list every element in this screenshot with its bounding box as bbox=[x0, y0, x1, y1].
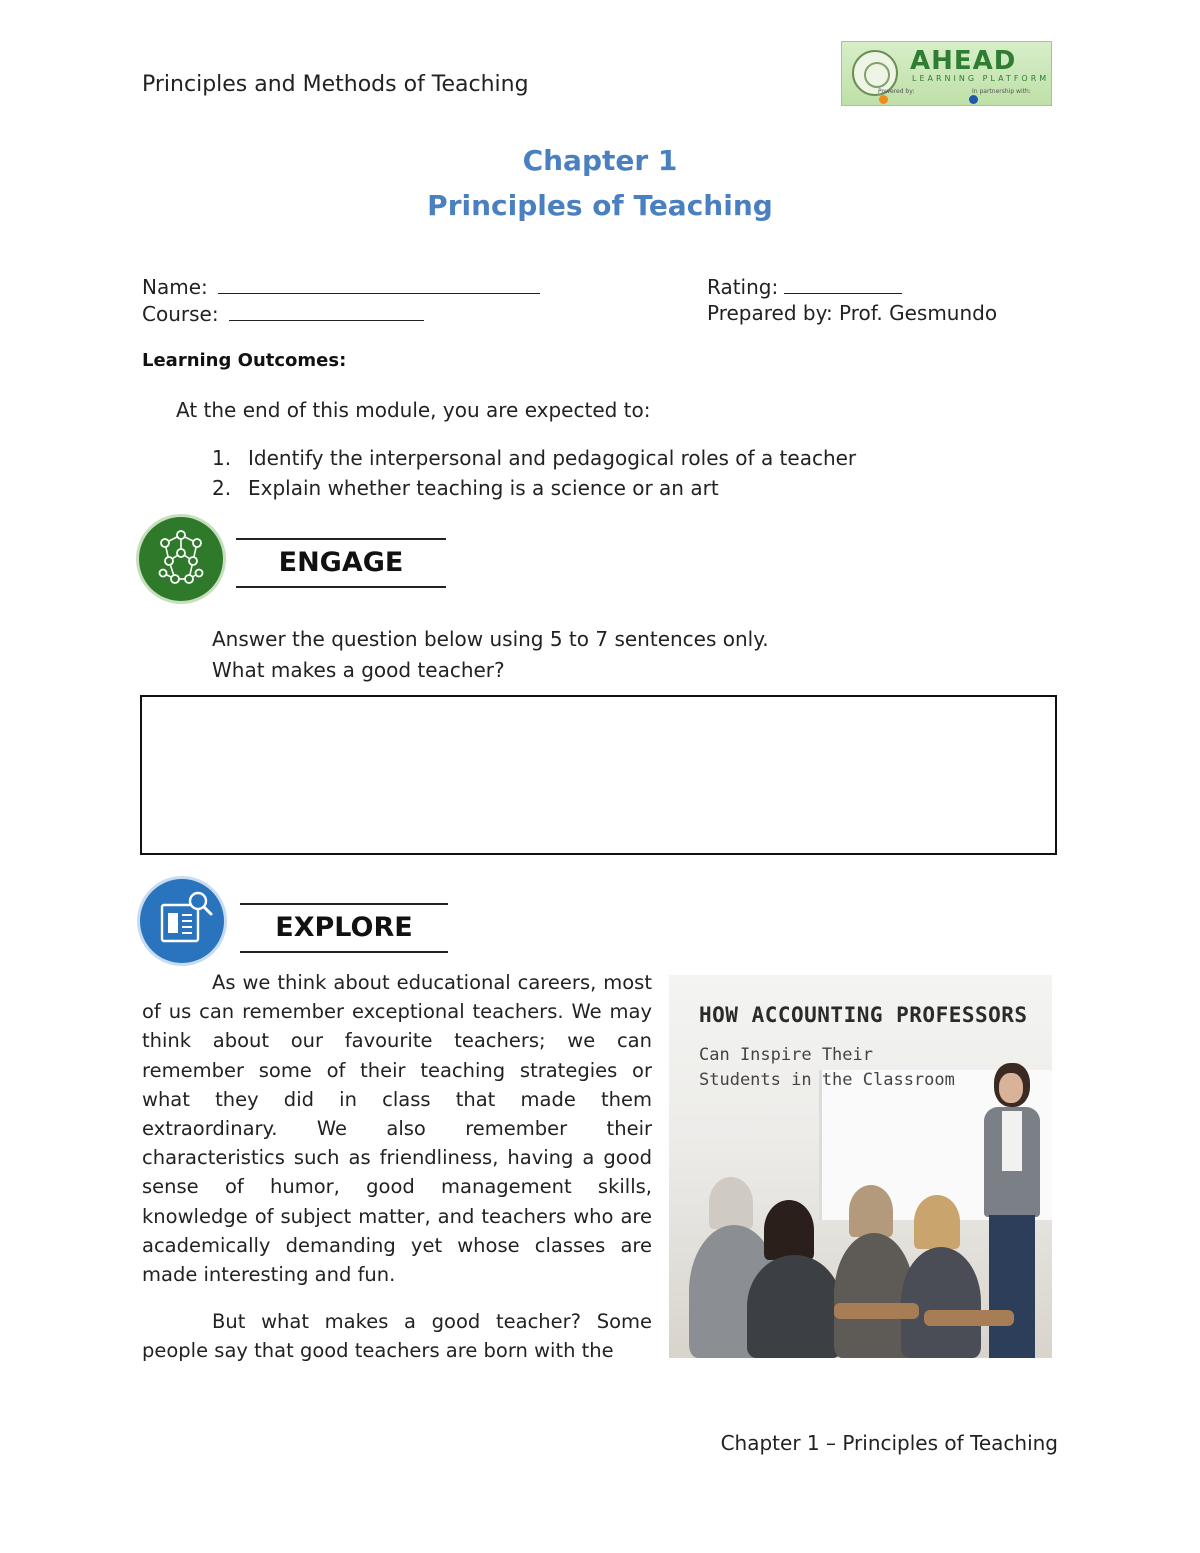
ahead-logo bbox=[841, 41, 1052, 106]
name-field bbox=[142, 274, 540, 299]
partner-logo-icon bbox=[969, 95, 978, 104]
presenter-legs bbox=[989, 1215, 1035, 1358]
logo-brand: AHEAD bbox=[910, 46, 1017, 76]
list-item-number: 1. bbox=[212, 446, 232, 470]
classroom-photo bbox=[669, 975, 1052, 1358]
list-item bbox=[212, 476, 856, 506]
list-item bbox=[212, 446, 856, 476]
learning-outcomes-label: Learning Outcomes: bbox=[142, 350, 347, 371]
course-field bbox=[142, 301, 424, 326]
name-label: Name: bbox=[142, 275, 208, 299]
engage-question: What makes a good teacher? bbox=[212, 658, 505, 682]
audience-head bbox=[849, 1185, 893, 1237]
answer-box[interactable] bbox=[140, 695, 1057, 855]
outcomes-list bbox=[212, 446, 856, 506]
document-search-icon bbox=[137, 876, 227, 966]
chair bbox=[924, 1310, 1014, 1326]
audience-head bbox=[914, 1195, 960, 1249]
course-label: Course: bbox=[142, 302, 219, 326]
explore-body bbox=[142, 968, 652, 1366]
rating-field bbox=[707, 274, 902, 299]
outcomes-intro: At the end of this module, you are expected to: bbox=[176, 398, 651, 422]
chapter-title: Principles of Teaching bbox=[427, 189, 773, 222]
audience-body bbox=[747, 1255, 842, 1358]
chair bbox=[834, 1303, 919, 1319]
explore-paragraph: As we think about educational careers, most of us can remember exceptional teachers. We may think about our favourite teachers; we can remember some of their teaching strategies or what they did in class that made them extraordinary. We also remember their characteristics such as friendliness, having a good sense of humor, good management skills, knowledge of subject matter, and teachers who are academically demanding yet whose classes are made interesting and fun. bbox=[142, 971, 652, 1287]
explore-heading: EXPLORE bbox=[240, 903, 448, 953]
photo-subtitle: Can Inspire Their Students in the Classroom bbox=[699, 1045, 955, 1090]
engage-heading: ENGAGE bbox=[236, 538, 446, 588]
logo-tagline: LEARNING PLATFORM bbox=[912, 74, 1050, 83]
photo-title: HOW ACCOUNTING PROFESSORS bbox=[699, 1003, 1028, 1027]
explore-paragraph: But what makes a good teacher? Some people say that good teachers are born with the bbox=[142, 1310, 652, 1363]
page-footer: Chapter 1 – Principles of Teaching bbox=[720, 1431, 1058, 1455]
presenter-face bbox=[999, 1073, 1023, 1103]
rating-label: Rating: bbox=[707, 275, 779, 299]
list-item-text: Explain whether teaching is a science or an art bbox=[248, 476, 719, 500]
logo-partnership: In partnership with: bbox=[972, 88, 1031, 95]
audience-head bbox=[709, 1177, 753, 1229]
course-blank-line[interactable] bbox=[229, 301, 424, 321]
chapter-number: Chapter 1 bbox=[522, 144, 678, 177]
list-item-number: 2. bbox=[212, 476, 232, 500]
prepared-by: Prepared by: Prof. Gesmundo bbox=[707, 301, 998, 325]
network-nodes-icon bbox=[136, 514, 226, 604]
engage-instruction: Answer the question below using 5 to 7 sentences only. bbox=[212, 627, 769, 651]
logo-powered-by: Powered by: bbox=[878, 88, 915, 95]
rating-blank-line[interactable] bbox=[784, 274, 902, 294]
list-item-text: Identify the interpersonal and pedagogical roles of a teacher bbox=[248, 446, 857, 470]
sponsor-logo-icon bbox=[879, 95, 888, 104]
audience-head bbox=[764, 1200, 814, 1260]
name-blank-line[interactable] bbox=[218, 274, 540, 294]
course-title: Principles and Methods of Teaching bbox=[142, 72, 529, 97]
presenter-shirt bbox=[1002, 1111, 1022, 1171]
